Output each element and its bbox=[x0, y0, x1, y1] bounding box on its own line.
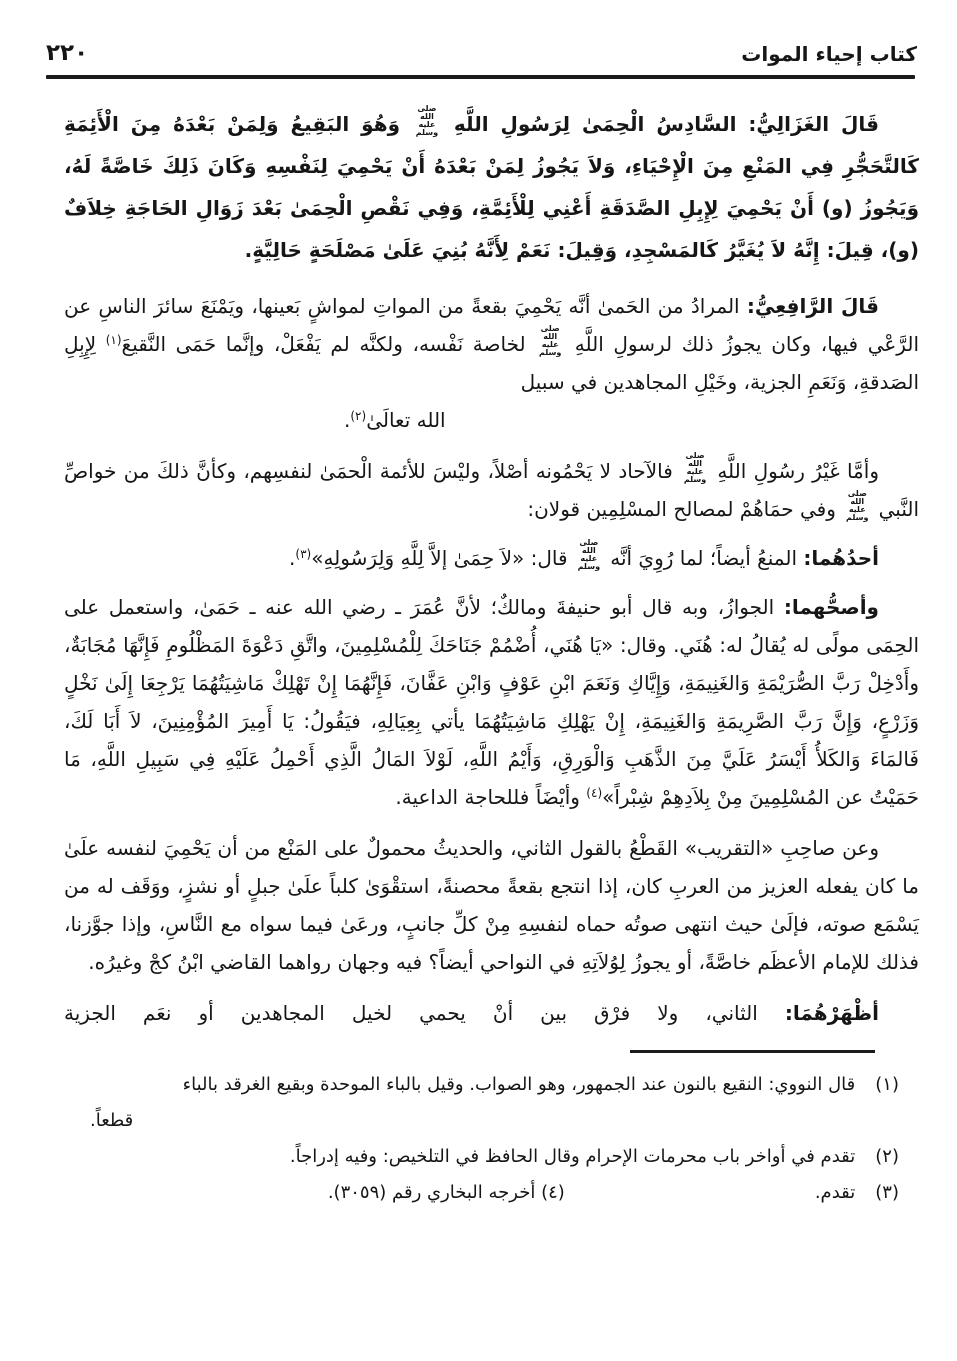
footnote-tail-line: قطعاً. bbox=[90, 1110, 134, 1131]
header-rule bbox=[46, 75, 915, 79]
paragraph-ahaduhuma bbox=[64, 539, 919, 577]
page-header bbox=[0, 0, 957, 66]
footnote-text-line: قال النووي: النقيع بالنون عند الجمهور، وهو الصواب. وقيل بالباء الموحدة وبقيع الغرقد بالباء bbox=[182, 1074, 856, 1095]
footnote-text: أخرجه البخاري رقم (٣٠٥٩). bbox=[327, 1182, 536, 1203]
page-number: ٢٢٠ bbox=[46, 40, 89, 66]
footnote-marker: (٤) bbox=[541, 1182, 565, 1203]
paragraph-lead: وأصحُّهما: bbox=[783, 595, 879, 619]
footnote-ref: (٢) bbox=[350, 409, 367, 423]
paragraph-lead: قَالَ الغَزَالِيُّ: bbox=[748, 112, 880, 136]
paragraph-text: السَّادِسُ الْحِمَىٰ لِرَسُولِ اللَّهِ صلى الله عليه وسلم وَهُوَ البَقِيعُ وَلِمَنْ بَعْدَهُ مِنَ الْأَئِمَةِ كَالتَّحَجُّرِ فِي المَنْعِ مِنَ الْإِحْيَاءِ، وَلاَ يَجُوزُ لِمَنْ بَعْدَهُ أَنْ يَحْمِيَ لِنَفْسِهِ وَكَانَ ذَلِكَ خَاصَّةً لَهُ، وَيَجُوزُ (و) أَنْ يَحْمِيَ لِإِبِلِ الصَّدَقَةِ أَعْنِي لِلْأَئِمَّةِ، وَفِي نَقْصِ الْحِمَىٰ بَعْدَ زَوَالِ الحَاجَةِ خِلاَفٌ (و)، قِيلَ: إِنَّهُ لاَ يُغَيَّرُ كَالمَسْجِدِ، وَقِيلَ: نَعَمْ لِأَنَّهُ بُنِيَ عَلَىٰ مَصْلَحَةٍ حَالِيَّةٍ. bbox=[64, 104, 919, 262]
paragraph-text: الثاني، ولا فرْق بين أنْ يحمي لخيل المجاهدين أو نعَم الجزية bbox=[64, 1001, 758, 1025]
honorific-symbol: صلى الله عليه وسلم bbox=[415, 104, 439, 137]
paragraph-lead: قَالَ الرَّافِعِيُّ: bbox=[746, 294, 879, 318]
footnote-ref: (٤) bbox=[586, 786, 603, 800]
footnote-text bbox=[90, 1067, 855, 1139]
paragraph-text: المنعُ أيضاً؛ لما رُوِيَ أنَّه صلى الله عليه وسلم قال: «لاَ حِمَىٰ إلاَّ لِلَّهِ وَلِرَسُولِهِ»$^{(٣)}$. bbox=[289, 538, 798, 571]
footnote-1 bbox=[90, 1067, 899, 1139]
paragraph-body bbox=[64, 287, 919, 401]
paragraph-text: الجوازُ، وبه قال أبو حنيفةَ ومالكٌ؛ لأنَّ عُمَرَ ـ رضي الله عنه ـ حَمَىٰ، واستعمل على الحِمَى مولًى له يُقالُ له: هُنَي. وقال: «يَا هُنَي، أُضْمُمْ جَنَاحَكَ لِلْمُسْلِمِينَ، واتَّقِ دَعْوَةَ المَظْلُومِ فَإِنَّهَا مُجَابَةٌ، وأَدْخِلْ رَبَّ الصُّرَيْمَةِ وَالغَنِيمَةِ، وَإِيَّاكِ وَنَعَمَ ابْنِ عَوْفٍ وَابْنِ عَفَّانَ، فَإِنَّهُمَا إِنْ تَهْلِكْ مَاشِيَتُهُمَا يَرْجِعَا إِلَىٰ نَخْلٍ وَزَرْعٍ، وَإِنَّ رَبَّ الصَّرِيمَةِ وَالغَنِيمَةِ، إِنْ يَهْلِكِ مَاشِيَتُهُمَا يأتي بِعِيَالِهِ، فيَقُولُ: يَا أَمِيرَ المُؤْمِنِينَ، لاَ أَبَا لَكَ، فَالمَاءَ وَالكَلأُ أَيْسَرُ عَلَيَّ مِنَ الذَّهَبِ وَالْوَرِقِ، وَأَيْمُ اللَّهِ، لَوْلاَ المَالُ الَّذِي أَحْمِلُ عَلَيْهِ فِي سَبِيلِ اللَّهِ، مَا حَمَيْتُ عن المُسْلِمِينَ مِنْ بِلاَدِهِمْ شِبْراً»$^{(٤)}$ وأيْضَاً فللحاجة الداعية. bbox=[64, 595, 919, 809]
paragraph-tail-line: الله تعالَىٰ$^{(٢)}$. bbox=[344, 408, 446, 432]
paragraph-text: وعن صاحِبِ «التقريب» القَطْعُ بالقول الثاني، والحديثُ محمولٌ على المَنْع من أن يَحْمِيَ لنفسه علَىٰ ما كان يفعله العزيز من العربِ كان، إذا انتجع بقعةً محصنةً، استقْوَىٰ كلباً علَىٰ جبلٍ أو نشزٍ، ووَقَف له من يَسْمَع صوته، فإلَىٰ حيث انتهى صوتُه حماه لنفسِهِ مِنْ كلِّ جانبٍ، ورعَىٰ فيما سواه مع النَّاسِ، وإذا جوَّزنا، فذلك للإمام الأعظَم خاصَّةً، أو يجوزُ لِوُلاَتِهِ في النواحي أيضاً؟ فيه وجهان رواهما القاضي ابْنُ كجْ وغيرُه. bbox=[64, 836, 919, 974]
footnote-text: تقدم في أواخر باب محرمات الإحرام وقال الحافظ في التلخيص: وفيه إدراجاً. bbox=[289, 1146, 856, 1167]
paragraph-taqrib bbox=[64, 829, 919, 981]
footnotes-block bbox=[90, 1067, 899, 1211]
footnote-separator bbox=[630, 1050, 875, 1053]
main-text bbox=[64, 103, 919, 1032]
paragraph-ahaad bbox=[64, 452, 919, 528]
paragraph-rafii bbox=[64, 287, 919, 439]
paragraph-lead: أحدُهُما: bbox=[803, 546, 879, 570]
footnote-ref: (٣) bbox=[295, 547, 312, 561]
footnote-2 bbox=[90, 1139, 899, 1175]
honorific-symbol: صلى الله عليه وسلم bbox=[538, 324, 562, 357]
paragraph-azharuhuma bbox=[64, 994, 919, 1032]
honorific-symbol: صلى الله عليه وسلم bbox=[846, 489, 869, 522]
footnote-ref: (١) bbox=[105, 333, 122, 347]
paragraph-ghazali bbox=[64, 103, 919, 271]
honorific-symbol: صلى الله عليه وسلم bbox=[683, 451, 707, 484]
footnote-marker: (٢) bbox=[875, 1146, 899, 1167]
footnote-4-inline bbox=[328, 1175, 565, 1211]
header-title: كتاب إحياء الموات bbox=[741, 42, 917, 66]
paragraph-lead: أظْهَرْهُمَا: bbox=[784, 1001, 879, 1025]
footnote-3-and-4 bbox=[90, 1175, 899, 1211]
footnote-marker: (٣) bbox=[875, 1182, 899, 1203]
footnote-text: تقدم. bbox=[814, 1182, 856, 1203]
footnote-marker: (١) bbox=[875, 1074, 899, 1095]
paragraph-text: المرادُ من الحَمىٰ أنَّه يَحْمِيَ بقعةً من المواتِ لمواشٍ بَعينها، ويَمْنَعَ سائرَ الناسِ عن الرَّعْي فيها، وكان يجوزُ ذلك لرسولِ اللَّهِ صلى الله عليه وسلم لخاصة نَفْسه، ولكنَّه لم يَفْعَلْ، وإنَّما حَمَى النَّقيعَ$^{(١)}$ لِإِبِلِ الصَدقةِ، وَنَعَمِ الجزية، وخَيْلِ المجاهدين في سبيل bbox=[64, 294, 919, 394]
honorific-symbol: صلى الله عليه وسلم bbox=[577, 538, 601, 571]
paragraph-text: وأمَّا غَيْرُ رسُولِ اللَّهِ صلى الله عليه وسلم فالآحاد لا يَحْمُونه أصْلاً، وليْسَ للأئمة الْحمَىٰ لنفسِهم، وكأنَّ ذلكَ من خواصِّ النَّبي صلى الله عليه وسلم وفي حمَاهُمْ لمصالح المسْلِمِين قولان: bbox=[64, 451, 919, 522]
paragraph-asahhuhuma bbox=[64, 588, 919, 816]
